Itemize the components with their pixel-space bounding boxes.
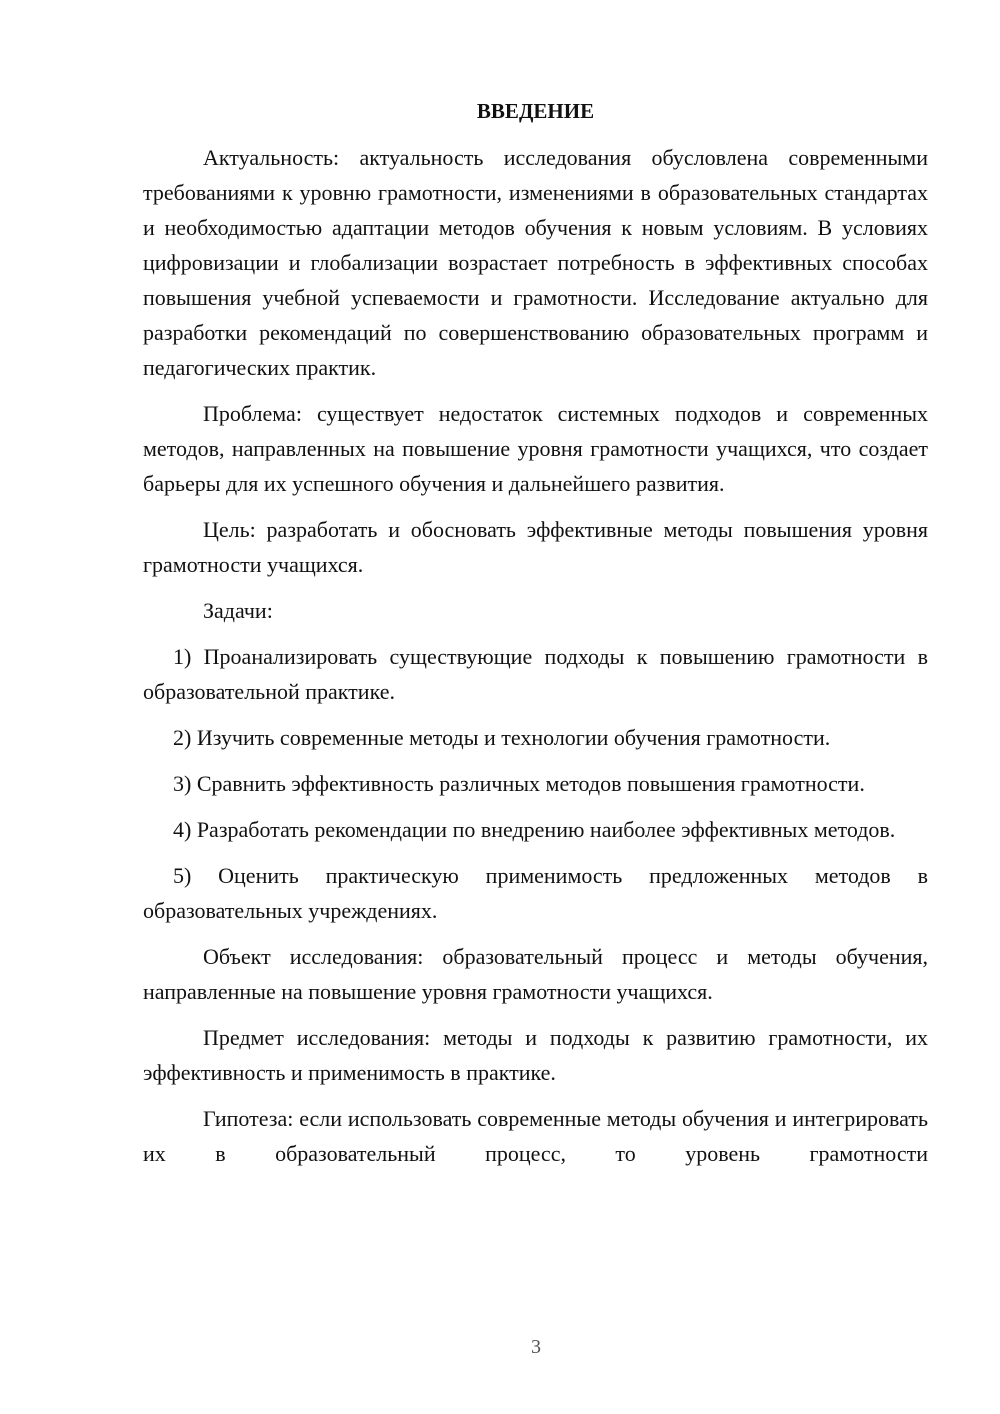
paragraph-object: Объект исследования: образовательный процесс и методы обучения, направленные на повышение уровня грамотности учащихся.	[143, 944, 928, 1004]
paragraph-subject: Предмет исследования: методы и подходы к развитию грамотности, их эффективность и применимость в практике.	[143, 1025, 928, 1085]
task-item-2: 2) Изучить современные методы и технологии обучения грамотности.	[173, 725, 831, 750]
task-item-4: 4) Разработать рекомендации по внедрению наиболее эффективных методов.	[173, 817, 896, 842]
paragraph-hypothesis: Гипотеза: если использовать современные методы обучения и интегрировать их в образовательный процесс, то уровень грамотности	[143, 1106, 928, 1166]
paragraph-problem: Проблема: существует недостаток системных подходов и современных методов, направленных на повышение уровня грамотности учащихся, что создает барьеры для их успешного обучения и дальнейшего развития.	[143, 401, 928, 496]
paragraph-relevance: Актуальность: актуальность исследования обусловлена современными требованиями к уровню грамотности, изменениями в образовательных стандартах и необходимостью адаптации методов обучения к новым условиям. В условиях цифровизации и глобализации возрастает потребность в эффективных способах повышения учебной успеваемости и грамотности. Исследование актуально для разработки рекомендаций по совершенствованию образовательных программ и педагогических практик.	[143, 145, 928, 380]
tasks-label: Задачи:	[203, 598, 273, 623]
paragraph-goal: Цель: разработать и обосновать эффективные методы повышения уровня грамотности учащихся.	[143, 517, 928, 577]
page-number: 3	[531, 1336, 541, 1358]
task-item-5: 5) Оценить практическую применимость предложенных методов в образовательных учреждениях.	[143, 863, 928, 923]
task-item-3: 3) Сравнить эффективность различных методов повышения грамотности.	[173, 771, 865, 796]
page-title: ВВЕДЕНИЕ	[476, 99, 595, 123]
task-item-1: 1) Проанализировать существующие подходы к повышению грамотности в образовательной практике.	[143, 644, 928, 704]
page-content	[143, 94, 928, 1171]
